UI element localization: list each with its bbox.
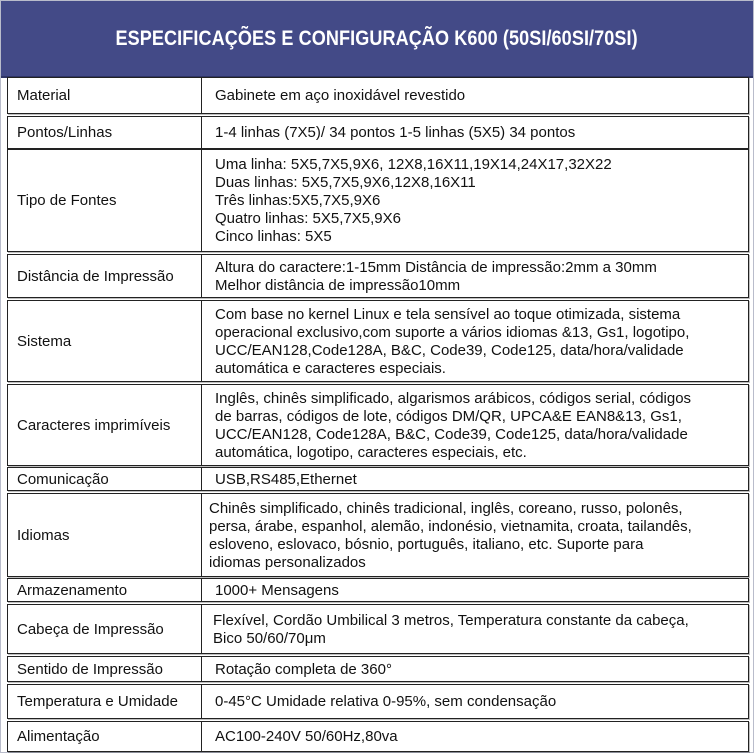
spec-value — [201, 605, 748, 653]
spec-value-line: USB,RS485,Ethernet — [215, 470, 357, 488]
spec-row-distancia-de-impressao — [7, 254, 749, 298]
spec-row-pontos-linhas — [7, 116, 749, 149]
spec-value-line: Chinês simplificado, chinês tradicional, inglês, coreano, russo, polonês, — [209, 499, 683, 517]
spec-label: Cabeça de Impressão — [17, 620, 164, 638]
spec-label: Sistema — [17, 332, 72, 350]
spec-value-line: 0-45°C Umidade relativa 0-95%, sem condensação — [215, 693, 557, 710]
spec-label: Idiomas — [17, 526, 70, 544]
spec-value-line: Três linhas:5X5,7X5,9X6 — [215, 192, 381, 209]
spec-value — [201, 494, 748, 576]
spec-value-line: Quatro linhas: 5X5,7X5,9X6 — [215, 210, 401, 227]
spec-value — [201, 468, 748, 490]
spec-value-line: UCC/EAN128, Code128A, B&C, Code39, Code125, data/hora/validade — [215, 425, 688, 443]
spec-value-line: automática, logotipo, caracteres especiais, etc. — [215, 443, 527, 461]
spec-value — [201, 722, 748, 751]
spec-value-line: automática e caracteres especiais. — [215, 359, 446, 377]
spec-value-line: Gabinete em aço inoxidável revestido — [215, 87, 466, 104]
spec-value-line: Melhor distância de impressão10mm — [215, 276, 461, 294]
spec-row-idiomas — [7, 493, 749, 577]
spec-value-line: Uma linha: 5X5,7X5,9X6, 12X8,16X11,19X14,24X17,32X22 — [215, 156, 612, 173]
spec-value — [201, 385, 748, 465]
spec-row-alimentacao — [7, 721, 749, 752]
spec-value-line: Duas linhas: 5X5,7X5,9X6,12X8,16X11 — [215, 174, 476, 191]
spec-row-cabeca-de-impressao — [7, 604, 749, 654]
spec-value — [201, 301, 748, 381]
page-title: ESPECIFICAÇÕES E CONFIGURAÇÃO K600 (50SI/60SI/70SI) — [115, 26, 639, 50]
spec-row-sentido-de-impressao — [7, 656, 749, 682]
spec-value — [201, 579, 748, 601]
spec-label: Material — [17, 87, 71, 104]
spec-label: Comunicação — [17, 470, 109, 488]
spec-label: Caracteres imprimíveis — [17, 416, 171, 434]
spec-label: Armazenamento — [17, 581, 128, 599]
spec-row-comunicacao — [7, 467, 749, 491]
spec-value-line: Rotação completa de 360° — [215, 660, 392, 678]
spec-value-line: persa, árabe, espanhol, alemão, indonésio, vietnamita, croata, tailandês, — [209, 517, 692, 535]
spec-value-line: Com base no kernel Linux e tela sensível ao toque otimizada, sistema — [215, 305, 681, 323]
spec-value-line: AC100-240V 50/60Hz,80va — [215, 728, 398, 745]
spec-label: Distância de Impressão — [17, 267, 174, 285]
header-banner — [1, 1, 753, 78]
spec-value-line: operacional exclusivo,com suporte a vários idiomas &13, Gs1, logotipo, — [215, 323, 690, 341]
spec-label: Temperatura e Umidade — [17, 693, 178, 710]
spec-row-tipo-de-fontes — [7, 149, 749, 252]
spec-row-material — [7, 77, 749, 114]
spec-value — [201, 657, 748, 681]
spec-row-temperatura-e-umidade — [7, 684, 749, 719]
spec-value-line: Altura do caractere:1-15mm Distância de impressão:2mm a 30mm — [215, 258, 657, 276]
spec-value — [201, 117, 748, 148]
spec-value-line: Inglês, chinês simplificado, algarismos arábicos, códigos serial, códigos — [215, 389, 692, 407]
spec-label: Pontos/Linhas — [17, 124, 113, 141]
spec-value-line: UCC/EAN128,Code128A, B&C, Code39, Code125, data/hora/validade — [215, 341, 684, 359]
spec-row-sistema — [7, 300, 749, 382]
spec-value — [201, 255, 748, 297]
spec-value-line: 1-4 linhas (7X5)/ 34 pontos 1-5 linhas (5X5) 34 pontos — [215, 124, 576, 141]
spec-value-line: esloveno, eslovaco, bósnio, português, italiano, etc. Suporte para — [209, 535, 644, 553]
spec-value-line: Flexível, Cordão Umbilical 3 metros, Temperatura constante da cabeça, — [213, 611, 689, 629]
spec-label: Tipo de Fontes — [17, 192, 117, 209]
spec-value-line: Cinco linhas: 5X5 — [215, 228, 332, 245]
spec-value-line: idiomas personalizados — [209, 553, 366, 571]
spec-value — [201, 78, 748, 113]
spec-value-line: 1000+ Mensagens — [215, 581, 339, 599]
spec-value-line: de barras, códigos de lote, códigos DM/QR, UPCA&E EAN8&13, Gs1, — [215, 407, 682, 425]
spec-label: Sentido de Impressão — [17, 660, 163, 678]
spec-label: Alimentação — [17, 728, 100, 745]
spec-value — [201, 685, 748, 718]
spec-value — [201, 150, 748, 251]
spec-row-armazenamento — [7, 578, 749, 602]
spec-value-line: Bico 50/60/70μm — [213, 629, 326, 647]
spec-row-caracteres-imprimiveis — [7, 384, 749, 466]
